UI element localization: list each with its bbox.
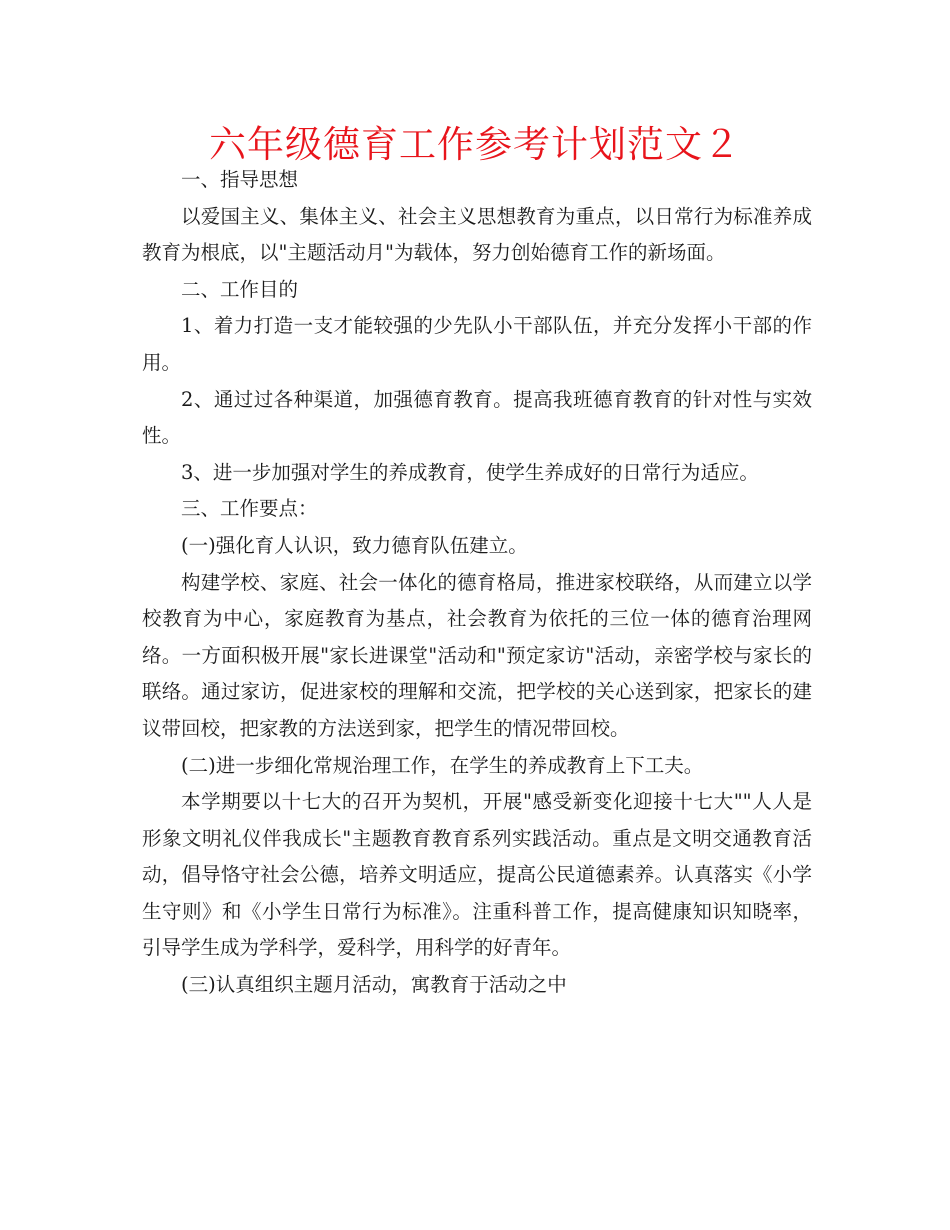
- section-heading-guiding-ideology: 一、指导思想: [181, 168, 299, 191]
- subheading: (一)强化育人认识，致力德育队伍建立。: [181, 533, 528, 557]
- document-body: [142, 162, 812, 1004]
- paragraph: 以爱国主义、集体主义、社会主义思想教育为重点，以日常行为标准养成教育为根底，以"主题活动月"为载体，努力创始德育工作的新场面。: [142, 204, 812, 265]
- section-heading-work-points: 三、工作要点：: [181, 497, 318, 521]
- paragraph: 2、通过过各种渠道，加强德育教育。提高我班德育教育的针对性与实效性。: [142, 387, 812, 448]
- subheading: (二)进一步细化常规治理工作，在学生的养成教育上下工夫。: [181, 753, 704, 777]
- document-title: 六年级德育工作参考计划范文２: [209, 123, 741, 166]
- paragraph: 构建学校、家庭、社会一体化的德育格局，推进家校联络，从而建立以学校教育为中心，家庭教育为基点，社会教育为依托的三位一体的德育治理网络。一方面积极开展"家长进课堂"活动和"预定家访"活动，亲密学校与家长的联络。通过家访，促进家校的理解和交流，把学校的关心送到家，把家长的建议带回校，把家教的方法送到家，把学生的情况带回校。: [142, 570, 812, 740]
- paragraph: 1、着力打造一支才能较强的少先队小干部队伍，并充分发挥小干部的作用。: [142, 314, 812, 374]
- paragraph: 本学期要以十七大的召开为契机，开展"感受新变化迎接十七大""人人是形象文明礼仪伴我成长"主题教育教育系列实践活动。重点是文明交通教育活动，倡导恪守社会公德，培养文明适应，提高公民道德素养。认真落实《小学生守则》和《小学生日常行为标准》。注重科普工作，提高健康知识知晓率，引导学生成为学科学，爱科学，用科学的好青年。: [142, 790, 812, 960]
- paragraph: 3、进一步加强对学生的养成教育，使学生养成好的日常行为适应。: [181, 460, 759, 484]
- section-heading-work-goals: 二、工作目的: [181, 277, 299, 301]
- subheading: (三)认真组织主题月活动，寓教育于活动之中: [181, 973, 567, 997]
